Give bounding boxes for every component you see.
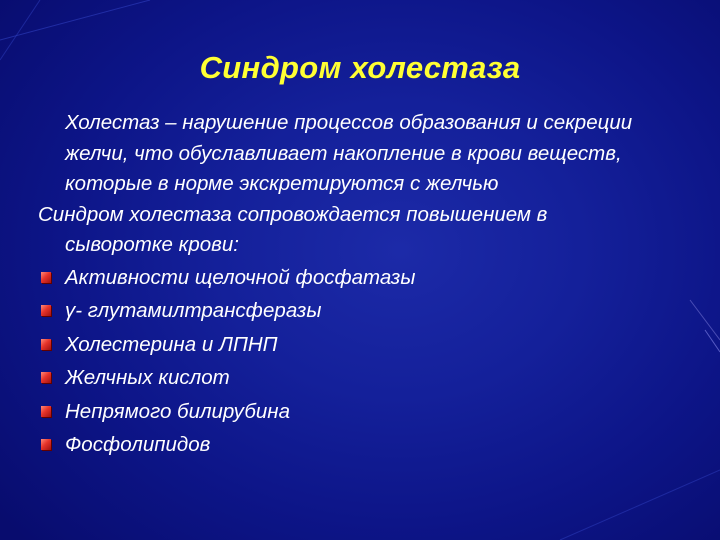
- intro-line-2: сыворотке крови:: [65, 233, 239, 256]
- list-item: [38, 294, 688, 328]
- red-square-bullet-icon: [41, 272, 51, 283]
- list-item: [38, 361, 688, 395]
- red-square-bullet-icon: [41, 339, 51, 350]
- list-item-text: Фосфолипидов: [65, 433, 211, 456]
- red-square-bullet-icon: [41, 406, 51, 417]
- list-item-text: Холестерина и ЛПНП: [65, 332, 278, 356]
- slide-title: Синдром холестаза: [199, 50, 521, 85]
- definition-paragraph: [38, 108, 688, 200]
- list-item-text: Активности щелочной фосфатазы: [65, 265, 416, 289]
- definition-term: Холестаз: [65, 111, 160, 134]
- list-item: [38, 328, 688, 362]
- intro-paragraph: [38, 200, 688, 261]
- list-item-text: γ- глутамилтрансферазы: [65, 299, 322, 322]
- slide-body: [38, 108, 688, 462]
- red-square-bullet-icon: [41, 372, 51, 383]
- bullet-list: [38, 261, 688, 462]
- definition-text: – нарушение процессов образования и секреции желчи, что обуславливает накопление в крови веществ, которые в норме экскретируются с желчью: [65, 111, 633, 195]
- red-square-bullet-icon: [41, 305, 51, 316]
- list-item: [38, 428, 688, 462]
- list-item: [38, 395, 688, 429]
- red-square-bullet-icon: [41, 439, 51, 450]
- list-item: [38, 261, 688, 295]
- list-item-text: Желчных кислот: [65, 366, 230, 389]
- intro-line-1: Синдром холестаза сопровождается повышением в: [38, 202, 548, 226]
- list-item-text: Непрямого билирубина: [65, 399, 290, 423]
